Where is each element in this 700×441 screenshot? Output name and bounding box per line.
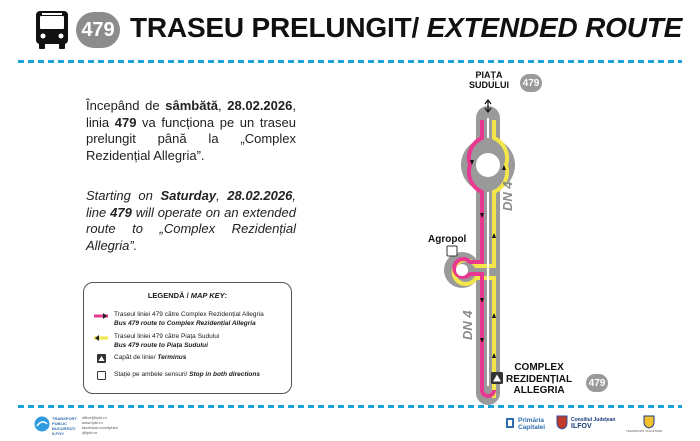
legend-item-3-en: Terminus: [157, 354, 187, 361]
piata-label-line1: PIAȚA: [475, 70, 503, 80]
footer: [0, 410, 700, 441]
ro-text-1: Începând de: [86, 98, 166, 113]
legend-title-suffix: :: [224, 291, 228, 300]
en-line: 479: [110, 204, 132, 220]
ro-text-3: , linia: [86, 98, 296, 130]
pmb-line1: Primăria: [518, 417, 545, 424]
brand-line1: TRANSPORT: [52, 416, 77, 421]
bottom-divider: [18, 405, 682, 408]
road-label-dn4-lower: DN 4: [460, 310, 475, 340]
legend-title-ro: LEGENDĂ /: [147, 291, 191, 300]
legend-item-2-ro: Traseul liniei 479 către Piața Sudului: [114, 333, 220, 340]
ro-text-4: va funcționa pe un traseu prelungit până la „Complex Rezidențial Allegria”.: [86, 114, 296, 163]
contact-social[interactable]: @tpbi.ro: [82, 430, 98, 435]
page-title: [130, 12, 682, 44]
stop-icon: [94, 371, 108, 381]
stop-label-agropol: Agropol: [428, 234, 467, 245]
legend-item-3-ro: Capăt de linie/: [114, 354, 158, 361]
brand-line2: PUBLIC: [52, 421, 67, 426]
cj-ilfov-label: [571, 417, 615, 430]
cj-ilfov-crest-icon: [556, 415, 568, 430]
header: [0, 0, 700, 58]
roundabout-island: [476, 153, 500, 177]
legend-item-4-en: Stop in both directions: [189, 371, 260, 378]
en-text-2: ,: [216, 188, 228, 203]
map-legend: [83, 282, 292, 394]
bus-icon: [34, 10, 70, 50]
voluntari-label: [626, 429, 662, 434]
roundabout-island-agropol: [456, 264, 468, 276]
route-badge-piata: 479: [520, 74, 542, 92]
contact-email[interactable]: office@tpbi.ro: [82, 415, 107, 420]
en-text-3: , line: [86, 188, 296, 220]
legend-item-4-ro: Stație pe ambele sensuri/: [114, 371, 190, 378]
ro-day: sâmbătă: [165, 98, 219, 113]
contact-website[interactable]: www.tpbi.ro: [82, 420, 103, 425]
ro-line: 479: [114, 114, 137, 130]
brand-line4: ILFOV: [52, 431, 64, 436]
road-label-dn4-upper: DN 4: [500, 181, 515, 211]
pmb-logo-icon: [505, 417, 515, 429]
pmb-line2: Capitalei: [518, 424, 546, 431]
terminus-icon: [94, 354, 108, 364]
cj-line2: ILFOV: [571, 422, 592, 430]
legend-title: [84, 291, 291, 300]
tpbi-brand: [52, 416, 77, 436]
terminus-line1: COMPLEX: [514, 362, 564, 373]
en-day: Saturday: [160, 188, 217, 203]
announcement-en: [86, 188, 296, 254]
map-label-piata-sudului: [464, 70, 514, 90]
pmb-label: [518, 417, 545, 431]
en-text-4: will operate on an extended route to „Complex Rezidențial Allegria”.: [86, 204, 296, 253]
contact-info: [82, 415, 118, 435]
route-number-badge: 479: [76, 12, 120, 48]
ro-text-2: ,: [218, 98, 228, 113]
legend-item-1-ro: Traseul liniei 479 către Complex Rezidențial Allegria: [114, 311, 264, 318]
announcement-ro: [86, 98, 296, 164]
legend-item-2-en: Bus 479 route to Piața Sudului: [114, 341, 208, 349]
pink-route-icon: [94, 311, 108, 321]
top-divider: [18, 60, 682, 63]
title-en: EXTENDED ROUTE: [426, 12, 683, 43]
ro-date: 28.02.2026: [227, 98, 293, 113]
cj-line1: Consiliul Județean: [571, 417, 616, 423]
tpbi-logo-icon: [34, 416, 50, 432]
terminus-line3: ALLEGRIA: [513, 385, 565, 396]
muni-line2: VOLUNTARI: [645, 429, 663, 433]
voluntari-crest-icon: [643, 415, 655, 429]
piata-label-line2: SUDULUI: [469, 80, 509, 90]
stop-agropol-icon: [447, 246, 457, 256]
contact-facebook[interactable]: facebook.com/tpbiro: [82, 425, 119, 430]
title-ro: TRASEU PRELUNGIT/: [130, 12, 427, 43]
legend-item-1-en: Bus 479 route to Complex Rezidențial Allegria: [114, 319, 256, 327]
route-badge-allegria: 479: [586, 374, 608, 392]
yellow-route-icon: [94, 333, 108, 343]
brand-line3: BUCUREȘTI: [52, 426, 76, 431]
legend-title-en: MAP KEY: [190, 291, 225, 300]
route-map: [410, 68, 640, 408]
terminus-label-allegria: [506, 362, 572, 397]
muni-line1: TRANSPORT: [626, 429, 645, 433]
en-date: 28.02.2026: [227, 188, 293, 203]
terminus-line2: REZIDENȚIAL: [506, 373, 573, 385]
en-text-1: Starting on: [86, 188, 161, 203]
